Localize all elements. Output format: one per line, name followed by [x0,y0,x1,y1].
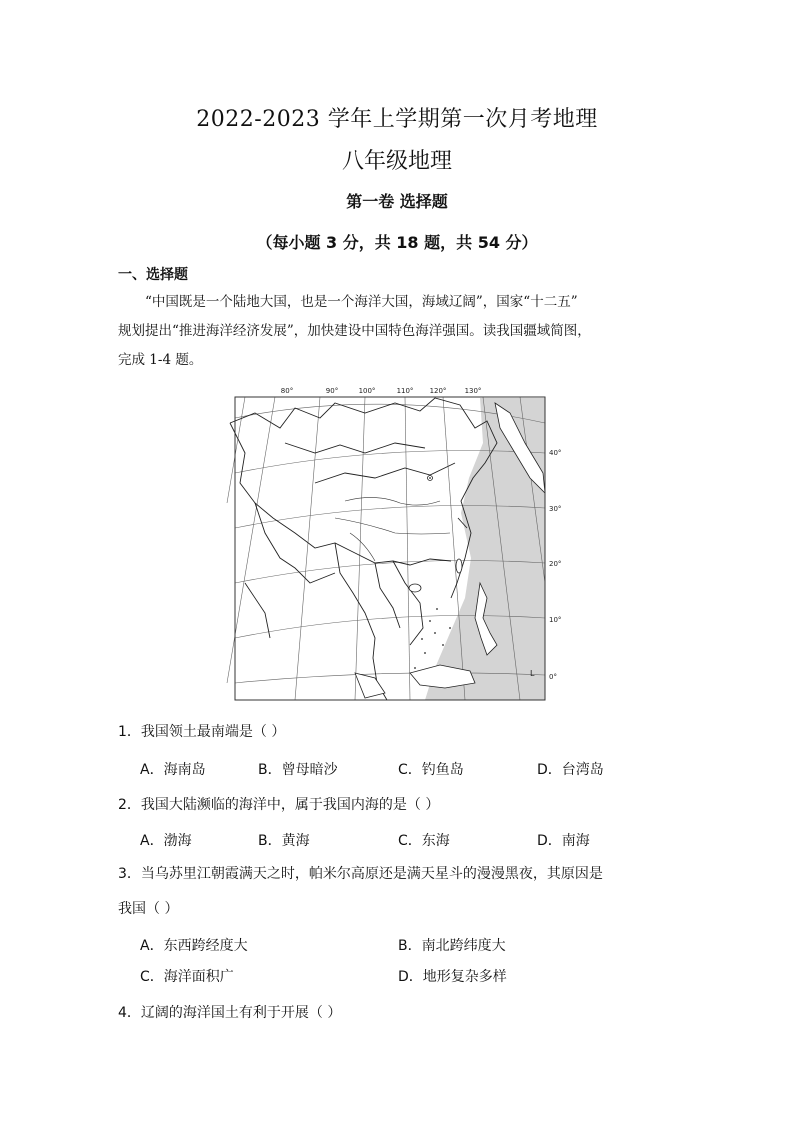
lat-label-40: 40° [549,449,562,457]
passage-line-2: 规划提出“推进海洋经济发展”，加快建设中国特色海洋强国。读我国疆域简图， [118,323,591,339]
lon-label-110: 110° [396,387,414,395]
scoring-note: （每小题 3 分，共 18 题，共 54 分） [256,233,538,252]
question-1 [118,721,285,741]
q3-option-d: D．地形复杂多样 [398,969,507,985]
exam-title: 2022-2023 学年上学期第一次月考地理 [196,107,598,132]
lon-label-90: 90° [325,387,339,395]
lat-label-0: 0° [549,673,557,681]
question-3-number: 3． [118,866,141,882]
question-3 [118,863,603,883]
section-heading: 一、选择题 [118,267,188,283]
q1-option-a: A．海南岛 [140,762,206,778]
question-4-stem: 辽阔的海洋国土有利于开展（ ） [140,1005,342,1021]
question-2-stem: 我国大陆濒临的海洋中，属于我国内海的是（ ） [140,797,440,813]
lon-label-100: 100° [358,387,376,395]
china-territory-map [225,383,575,703]
q2-option-a: A．渤海 [140,833,192,849]
lat-label-20: 20° [549,560,562,568]
q3-option-a: A．东西跨经度大 [140,938,248,954]
q2-option-b: B．黄海 [258,833,310,849]
q1-option-c: C．钓鱼岛 [398,762,464,778]
question-2 [118,794,439,814]
q1-option-d: D．台湾岛 [537,762,604,778]
q1-option-b: B．曾母暗沙 [258,762,338,778]
passage-line-1: “中国既是一个陆地大国，也是一个海洋大国，海域辽阔”，国家“十二五” [145,294,578,310]
q3-option-b: B．南北跨纬度大 [398,938,506,954]
question-4 [118,1002,341,1022]
passage-line-3: 完成 1-4 题。 [118,352,203,368]
lon-label-120: 120° [429,387,447,395]
volume-title: 第一卷 选择题 [346,192,448,211]
grade-subject-title: 八年级地理 [341,149,452,174]
q2-option-d: D．南海 [537,833,590,849]
question-3-stem-line1: 当乌苏里江朝霞满天之时，帕米尔高原还是满天星斗的漫漫黑夜，其原因是 [140,866,603,882]
reading-passage [118,288,683,375]
q3-option-c: C．海洋面积广 [140,969,234,985]
map-corner-mark: L [530,669,535,678]
question-4-number: 4． [118,1005,141,1021]
q2-option-c: C．东海 [398,833,450,849]
lat-label-30: 30° [549,505,562,513]
lon-label-80: 80° [280,387,294,395]
question-1-stem: 我国领土最南端是（ ） [140,724,286,740]
question-2-number: 2． [118,797,141,813]
question-3-stem-line2: 我国（ ） [118,901,179,917]
question-1-number: 1． [118,724,141,740]
lat-label-10: 10° [549,616,562,624]
lon-label-130: 130° [464,387,482,395]
